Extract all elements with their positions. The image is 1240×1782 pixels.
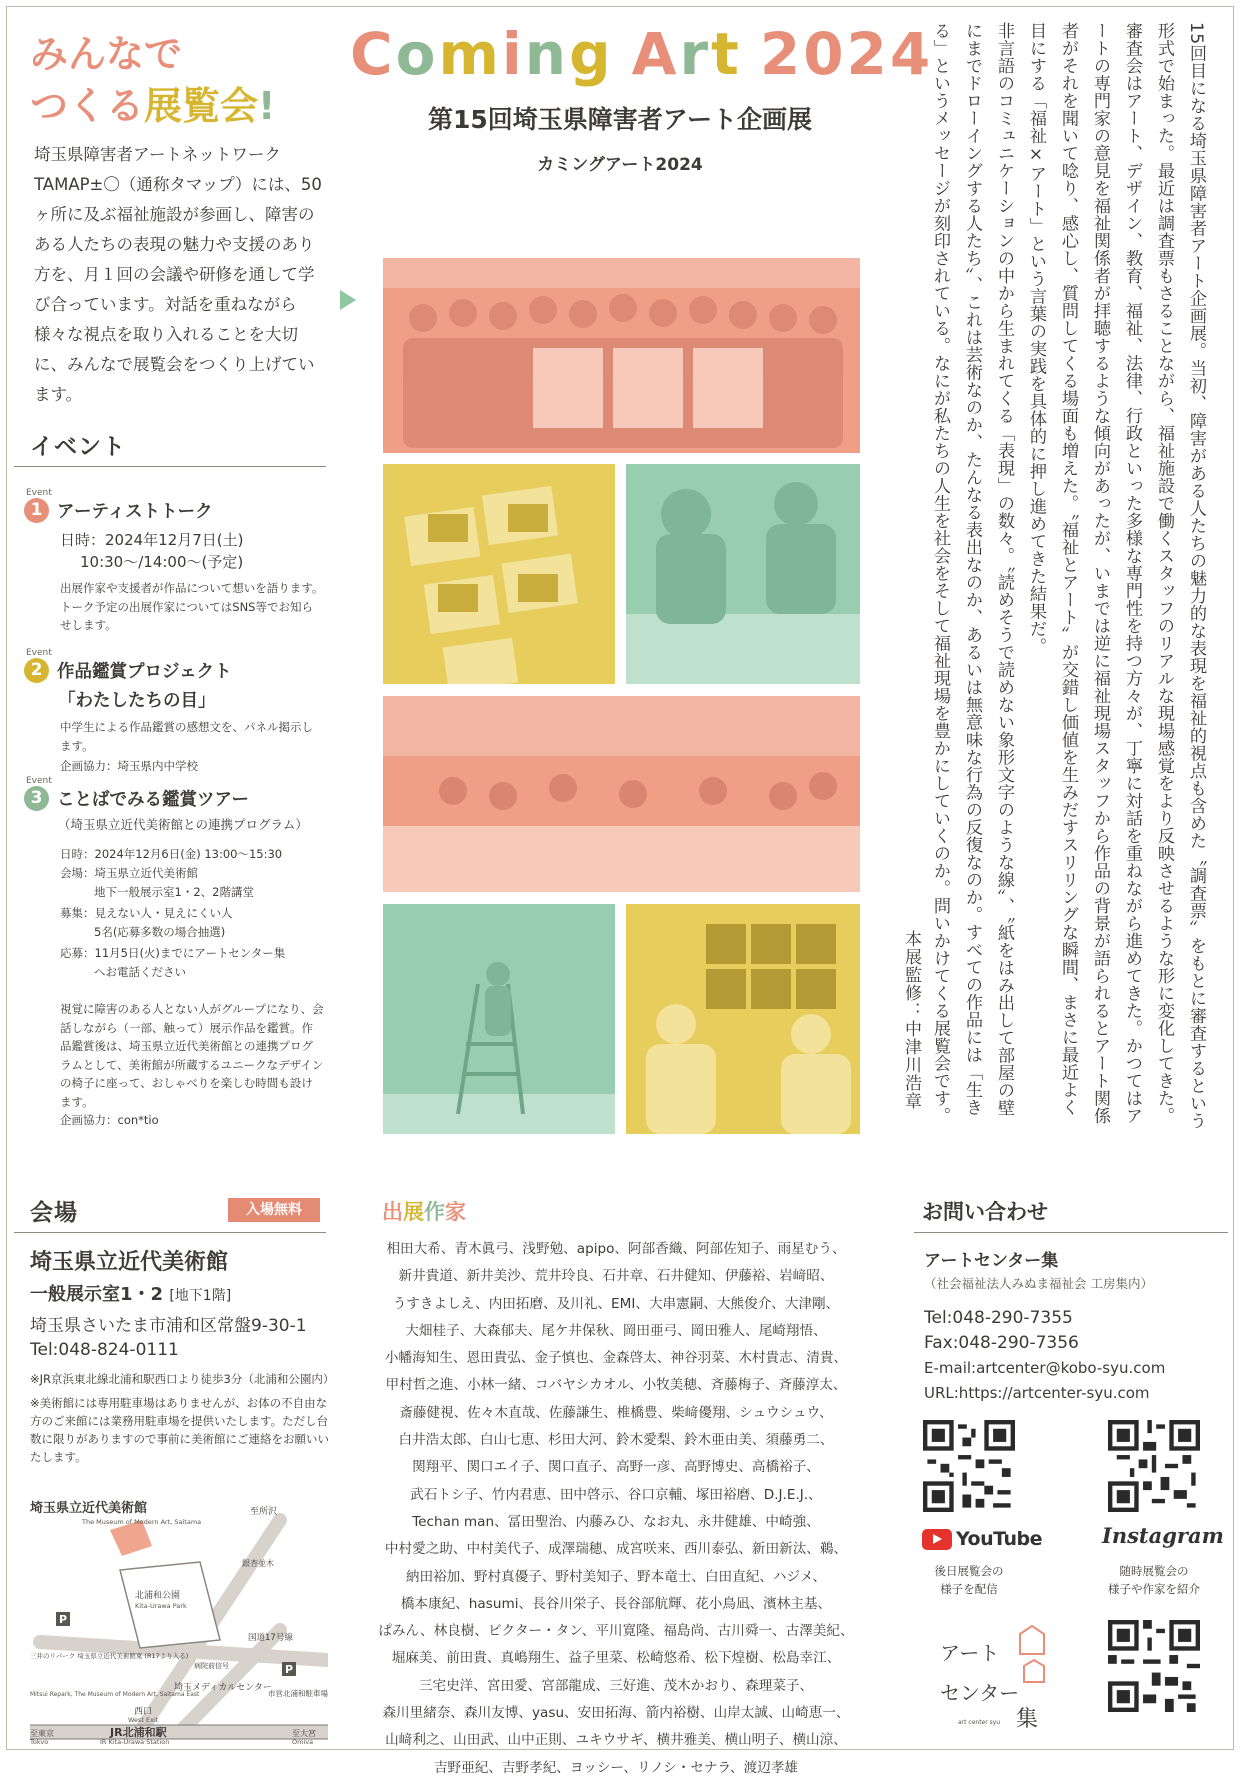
- youtube-wordmark: YouTube: [956, 1528, 1042, 1550]
- tagline-line2b: 展覧会: [144, 84, 259, 128]
- map-mitsui-parking: 三井のリパーク 埼玉県立近代美術館東 (R17より入る): [30, 1652, 189, 1660]
- website-qr-code[interactable]: [1108, 1620, 1200, 1712]
- intro-text: 埼玉県障害者アートネットワークTAMAP±〇（通称タマップ）には、50ヶ所に及ぶ福祉施設が参画し、障害のある人たちの表現の魅力や支援のあり方を、月１回の会議や研修を通して学び合っています。対話を重ねながら様々な視点を取り入れることを大切に、みんなで展覧会をつくり上げています。: [34, 145, 322, 404]
- artists-heading-char: 展: [403, 1200, 424, 1224]
- logo-char: 0: [803, 20, 847, 88]
- logo-char: i: [501, 20, 525, 88]
- event-apply-2: へお電話ください: [94, 965, 186, 979]
- logo-char: 2: [759, 20, 804, 88]
- venue-notes: [30, 1370, 335, 1472]
- map-route17: 国道17号線: [248, 1633, 293, 1643]
- contact-org: アートセンター集: [924, 1251, 1059, 1271]
- contact-tel: Tel:048-290-7355: [924, 1308, 1073, 1328]
- event-date: 日時：2024年12月6日(金) 13:00〜15:30: [60, 847, 283, 861]
- logo-char: C: [350, 20, 396, 88]
- map-park-label: 北浦和公園: [135, 1591, 181, 1601]
- art-center-syu-logo: [928, 1620, 1046, 1732]
- artists-line: 新井貴道、新井美沙、荒井玲良、石井章、石井健知、伊藤裕、岩﨑昭、: [398, 1268, 834, 1285]
- svg-text:P: P: [59, 1613, 68, 1626]
- event-1: [24, 488, 324, 635]
- event-number-badge: 3: [24, 786, 49, 811]
- free-admission-badge: 入場無料: [228, 1198, 320, 1222]
- event-time: 10:30〜/14:00〜(予定): [80, 553, 244, 571]
- artists-line: 吉野亜紀、吉野孝紀、ヨッシー、リノシ・セナラ、渡辺孝雄: [433, 1759, 799, 1776]
- event-recruit: 募集：見えない人・見えにくい人: [60, 906, 233, 920]
- event-2: [24, 648, 324, 776]
- event-tag: Event: [26, 776, 52, 786]
- events-heading: イベント: [30, 434, 126, 460]
- artists-line: 森川里緒奈、森川友博、yasu、安田拓海、箭内裕樹、山岸太誠、山崎恵一、: [382, 1705, 850, 1722]
- map-mitsui-en: Mitsui Repark, The Museum of Modern Art, Saitama East: [30, 1691, 200, 1698]
- event-venue: 会場：埼玉県立近代美術館: [60, 866, 198, 880]
- venue-note-access: ※JR京浜東北線北浦和駅西口より徒歩3分（北浦和公園内）: [30, 1372, 335, 1386]
- youtube-caption-line: 様子を配信: [940, 1582, 998, 1596]
- event-title: アーティストトーク: [57, 502, 213, 522]
- map-park-en: Kita-Urawa Park: [135, 1602, 187, 1610]
- map-hospital-signal: 病院前信号: [194, 1662, 229, 1670]
- access-map: [30, 1500, 328, 1744]
- event-number-badge: 1: [24, 498, 49, 523]
- contact-email[interactable]: E-mail:artcenter@kobo-syu.com: [924, 1359, 1166, 1377]
- artists-line: 納田裕加、野村真優子、野村美知子、野本竜士、白田直紀、ハジメ、: [405, 1568, 827, 1585]
- venue-address: 埼玉県さいたま市浦和区常盤9-30-1: [30, 1316, 307, 1336]
- youtube-qr-code[interactable]: [923, 1420, 1015, 1512]
- map-museum-label: 埼玉県立近代美術館: [30, 1501, 148, 1516]
- svg-text:P: P: [285, 1663, 294, 1676]
- contact-url[interactable]: URL:https://artcenter-syu.com: [924, 1384, 1150, 1402]
- artists-line: 白井浩太郎、白山七恵、杉田大河、鈴木愛梨、鈴木亜由美、須藤勇二、: [398, 1432, 834, 1449]
- artists-line: 堀麻美、前田貴、真嶋翔生、益子里菜、松崎悠希、松下煌樹、松島幸江、: [391, 1650, 841, 1667]
- map-west-exit-en: West Exit: [128, 1716, 159, 1724]
- venue-tel: Tel:048-824-0111: [30, 1340, 179, 1360]
- map-ginkgo: 銀杏並木: [242, 1559, 274, 1568]
- logo-text-part: センター: [940, 1681, 1020, 1705]
- logo-char: g: [569, 20, 614, 88]
- artists-line: 斎藤健視、佐々木直哉、佐藤謙生、椎橋豊、柴﨑優翔、シュウシュウ、: [399, 1404, 833, 1421]
- artists-line: 三宅史洋、宮田愛、宮部龍成、三好進、茂木かおり、森理菜子、: [418, 1677, 814, 1694]
- map-museum-en: The Museum of Modern Art, Saitama: [82, 1518, 202, 1526]
- venue-address-block: [30, 1314, 307, 1362]
- artists-line: 武石トシ子、竹内君恵、田中啓示、谷口京輔、塚田裕磨、D.J.E.J.、: [410, 1486, 822, 1503]
- event-cooperation: 企画協力：埼玉県内中学校: [60, 759, 198, 773]
- contact-fax: Fax:048-290-7356: [924, 1333, 1079, 1353]
- logo-char: 4: [889, 20, 934, 88]
- event-title: ことばでみる鑑賞ツアー: [57, 790, 249, 810]
- logo-char: 2: [846, 20, 890, 88]
- event-recruit-count: 5名(応募多数の場合抽選): [94, 925, 226, 939]
- artists-line: 山﨑利之、山田武、山中正則、ユキウサギ、横井雅美、横山明子、横山涼、: [385, 1732, 847, 1749]
- event-description: 視覚に障害のある人とない人がグループになり、会話しながら（一部、触って）展示作品を鑑賞。作品鑑賞後は、埼玉県立近代美術館との連携プログラムとして、美術館が所蔵するユニークなデザインの椅子に座って、おしゃべりを楽しむ時間も設けます。: [60, 1002, 324, 1109]
- instagram-qr-code[interactable]: [1108, 1420, 1200, 1512]
- logo-char: A: [631, 20, 680, 88]
- photo-gallery-ladder: [383, 904, 615, 1134]
- map-station-en: JR Kita-Urawa Station: [100, 1738, 170, 1744]
- artists-line: 橋本康紀、hasumi、長谷川栄子、長谷部航輝、花小鳥凪、濱林主基、: [400, 1595, 832, 1612]
- map-to-omiya-en: Omiya: [292, 1738, 314, 1744]
- artists-line: 関翔平、関口エイ子、関口直子、高野一彦、高野博史、高橋裕子、: [412, 1459, 820, 1476]
- map-to-omiya: 至大宮: [292, 1729, 316, 1738]
- map-to-tokyo: 至東京: [30, 1729, 54, 1738]
- instagram-wordmark[interactable]: Instagram: [1102, 1523, 1224, 1548]
- tagline-line2c: !: [258, 84, 276, 128]
- artists-line: 中村愛之助、中村美代子、成澤瑞穂、成宮咲来、西川泰弘、新田新汰、鵜、: [384, 1541, 848, 1558]
- photo-people-working: [626, 464, 860, 684]
- map-to-tokyo-en: Tokyo: [30, 1738, 49, 1744]
- essay-paragraph-2: 非言語のコミュニケーションの中から生まれてくる「表現」の数々。〝読めそうで読めない象形文字のような線〟、〝紙をはみ出して部屋の壁にまでドローイングする人たち〟、これは芸術なのか、たんなる表出なのか、あるいは無意味な行為の反復なのか。すべての作品には「生きる」というメッセージが刻印されている。なにが私たちの人生を社会をそして福祉現場を豊かにしていくのか。問いかけてくる展覧会です。: [930, 22, 1014, 1125]
- instagram-caption-line: 様子や作家を紹介: [1108, 1582, 1200, 1596]
- event-description: 出展作家や支援者が作品について想いを語ります。トーク予定の出展作家についてはSNS等でお知らせします。: [60, 581, 324, 632]
- pointer-arrow-icon: [340, 290, 356, 310]
- venue-name: 埼玉県立近代美術館: [30, 1250, 229, 1275]
- instagram-caption: [1084, 1562, 1224, 1598]
- essay-text: [924, 22, 1212, 1132]
- contact-divider: [914, 1232, 1228, 1233]
- events-divider: [14, 466, 326, 467]
- map-west-exit: 西口: [134, 1707, 153, 1717]
- event-apply: 応募：11月5日(火)までにアートセンター集: [60, 946, 286, 960]
- event-subtitle: （埼玉県立近代美術館との連携プログラム）: [58, 817, 308, 832]
- youtube-logo[interactable]: [922, 1528, 1042, 1550]
- artists-line: Techan man、冨田聖治、内藤みひ、なお丸、永井健雄、中崎強、: [412, 1513, 820, 1530]
- supervisor-credit: 本展監修：中津川浩章: [901, 930, 921, 1110]
- logo-char: r: [679, 20, 712, 88]
- event-title: 作品鑑賞プロジェクト: [57, 662, 232, 682]
- venue-note-parking: ※美術館には専用駐車場はありませんが、お体の不自由な方のご来館には業務用駐車場を提供いたします。ただし台数に限りがありますので事前に美術館にご連絡をお願いいたします。: [30, 1396, 329, 1464]
- photo-workshop-room: [383, 696, 860, 892]
- event-description: 中学生による作品鑑賞の感想文を、パネル掲示します。: [60, 720, 313, 753]
- event-number-badge: 2: [24, 658, 49, 683]
- map-to-tokorozawa: 至所沢: [250, 1507, 278, 1517]
- artists-line: ぱみん、林良樹、ビクター・タン、平川寛隆、福島尚、古川舜一、古澤美紀、: [378, 1623, 854, 1640]
- venue-hall: [30, 1280, 231, 1306]
- artists-line: 甲村哲之進、小林一緒、コバヤシカオル、小牧美穂、斉藤梅子、斉藤淳太、: [385, 1377, 847, 1394]
- logo-char: t: [711, 20, 742, 88]
- event-date: 日時：2024年12月7日(土): [60, 531, 244, 549]
- artists-list: [370, 1236, 862, 1782]
- youtube-caption-line: 後日展覧会の: [934, 1564, 1004, 1578]
- photo-artwork-wall: [626, 904, 860, 1134]
- photo-group: [383, 258, 860, 453]
- essay-paragraph-1: 15回目になる埼玉県障害者アート企画展。当初、障害がある人たちの魅力的な表現を福祉的視点も含めた〝調査票〟をもとに審査するという形式で始まった。最近は調査票もさることながら、福祉施設で働くスタッフのリアルな現場感覚をより反映させるような形に変化してきた。審査会はアート、デザイン、教育、福祉、法律、行政といった多様な専門性を持つ方々が、丁寧に対話を重ねながら進めてきた。かつてはアートの専門家の意見を福祉関係者が拝聴するような傾向があったが、いまでは逆に福祉現場スタッフから作品の背景が語られるとアート関係者がそれを聞いて唸り、感心し、質問してくる場面も増えた。〝福祉とアート〟が交錯し価値を生みだすスリリングな瞬間、まさに最近よく目にする「福祉×アート」という言葉の実践を具体的に押し進めてきた結果だ。: [1026, 22, 1206, 1130]
- coming-art-logo-title: [350, 20, 934, 90]
- event-3: [24, 776, 324, 1130]
- website-qr-code-wrapper[interactable]: [1108, 1620, 1200, 1712]
- logo-text-part: 集: [1016, 1707, 1039, 1732]
- event-venue-room: 地下一般展示室1・2、2階講堂: [94, 885, 254, 899]
- event-tag: Event: [26, 648, 52, 658]
- instagram-caption-line: 随時展覧会の: [1119, 1564, 1189, 1578]
- map-station: JR北浦和駅: [110, 1726, 167, 1739]
- artists-line: 小幡海知生、恩田貴弘、金子慎也、金森啓太、神谷羽菜、木村貴志、清貴、: [384, 1350, 848, 1367]
- logo-text-part: アート: [940, 1641, 1000, 1665]
- artists-heading: [382, 1196, 466, 1226]
- artists-line: 大畑桂子、大森郁夫、尾ケ井保秋、岡田亜弓、岡田雅人、尾崎翔悟、: [405, 1322, 827, 1339]
- contact-org-parent: （社会福祉法人みぬま福祉会 工房集内）: [924, 1276, 1153, 1291]
- venue-hall-name: 一般展示室1・2: [30, 1284, 164, 1305]
- map-medical-center: 埼玉メディカルセンター: [174, 1683, 272, 1693]
- tagline-line2a: つくる: [30, 84, 145, 128]
- tagline-line1: みんなで: [30, 32, 183, 76]
- youtube-icon: [922, 1529, 952, 1550]
- event-cooperation: 企画協力：con*tio: [60, 1113, 159, 1127]
- youtube-caption: [899, 1562, 1039, 1598]
- artists-line: 相田大希、青木眞弓、浅野勉、apipo、阿部香織、阿部佐知子、雨星むう、: [386, 1241, 846, 1257]
- logo-char: o: [395, 20, 439, 88]
- event-tag: Event: [26, 488, 52, 498]
- event-title-2: 「わたしたちの目」: [58, 691, 216, 711]
- venue-divider: [14, 1232, 326, 1233]
- contact-heading: お問い合わせ: [922, 1200, 1048, 1224]
- artists-line: うすきよしえ、内田拓磨、及川礼、EMI、大串憲嗣、大熊俊介、大津剛、: [392, 1295, 840, 1312]
- logo-char: m: [438, 20, 502, 88]
- artists-heading-char: 作: [424, 1200, 445, 1224]
- venue-heading: 会場: [30, 1200, 78, 1226]
- logo-small-text: art center syu: [958, 1719, 1001, 1726]
- map-city-parking: 市営北浦和駐車場: [268, 1689, 328, 1698]
- main-title: 第15回埼玉県障害者アート企画展: [427, 105, 813, 134]
- artists-heading-char: 出: [382, 1200, 403, 1224]
- logo-char: n: [524, 20, 570, 88]
- venue-floor: [地下1階]: [169, 1288, 232, 1304]
- artists-heading-char: 家: [445, 1200, 466, 1224]
- subtitle: カミングアート2024: [537, 155, 703, 175]
- photo-artwork-sheets: [383, 464, 615, 684]
- contact-lines: [924, 1306, 1165, 1406]
- tagline: [30, 28, 330, 132]
